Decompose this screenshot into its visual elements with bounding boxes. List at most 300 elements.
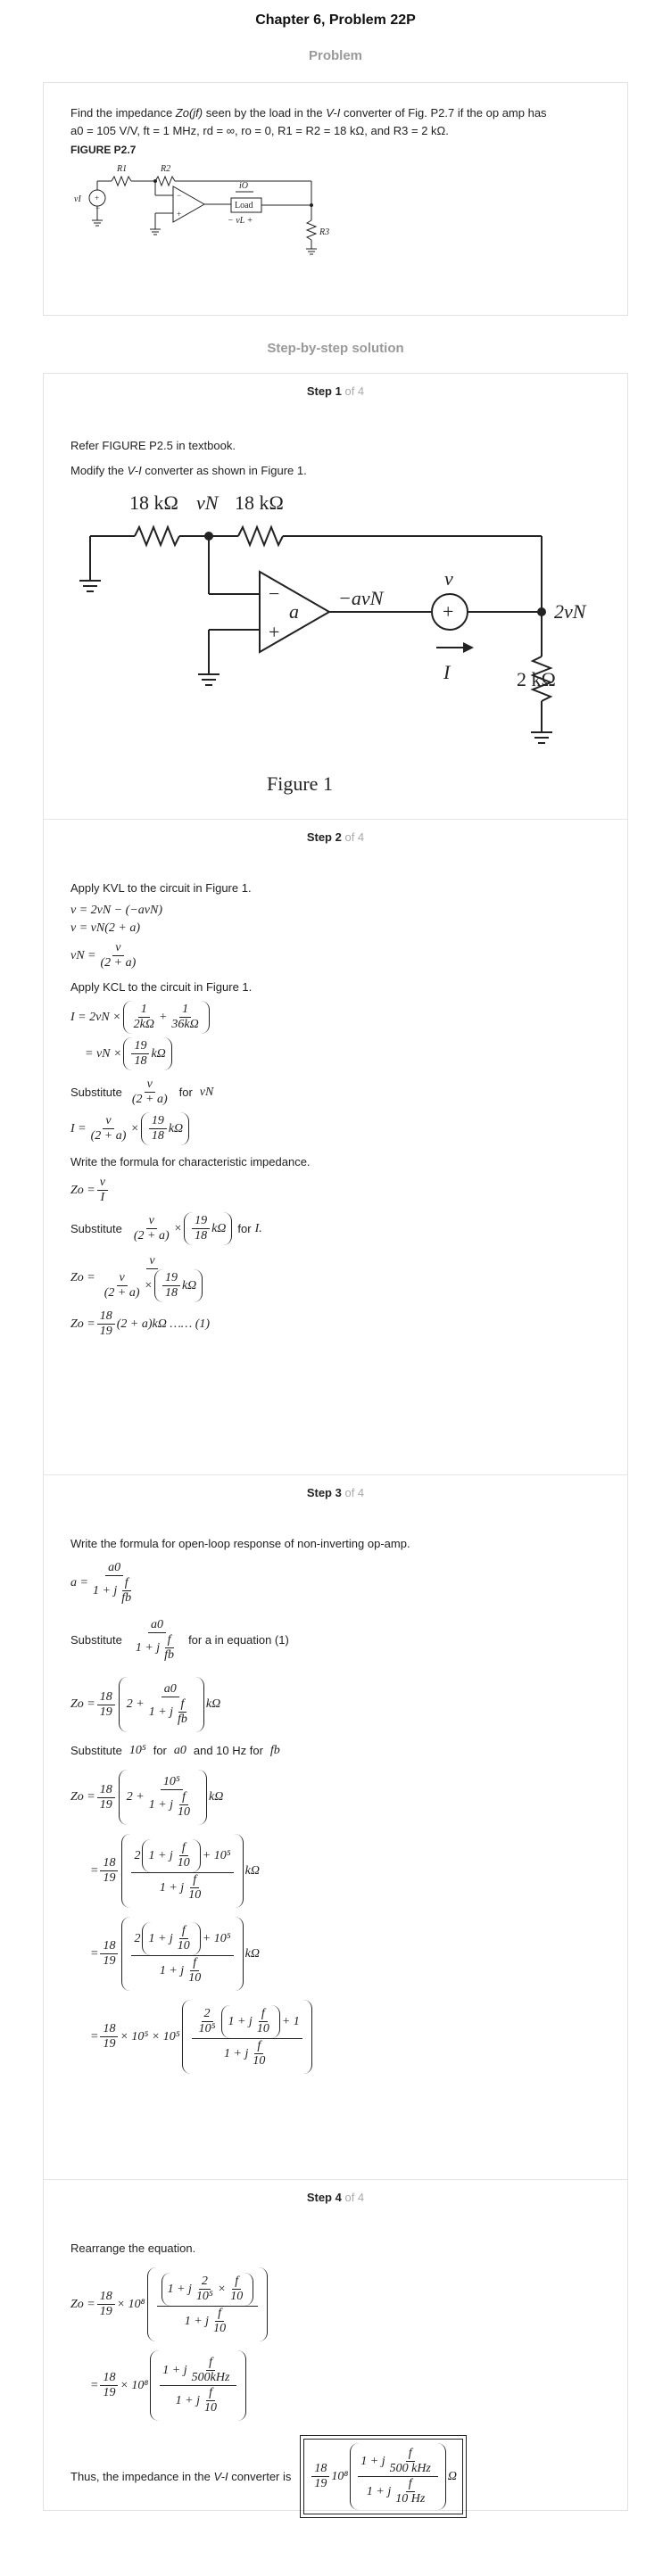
- problem-text-vi: V-I: [326, 106, 341, 120]
- unit: kΩ: [181, 1278, 197, 1292]
- frac-den: 10: [256, 2022, 269, 2035]
- frac-num: 1: [138, 1003, 150, 1018]
- solution-heading: Step-by-step solution: [267, 341, 404, 356]
- fraction: [131, 1214, 172, 1243]
- unit: kΩ: [244, 1946, 260, 1961]
- eq-sign: =: [90, 1863, 99, 1878]
- frac-den: (2 + a): [100, 956, 137, 970]
- frac-den: 10: [188, 1888, 202, 1902]
- paren: [150, 2350, 246, 2421]
- num-rest: + 10⁵: [202, 1931, 231, 1945]
- step2-i-eq: [70, 1112, 601, 1145]
- step4-e2: [70, 2350, 601, 2421]
- final-text-part: converter is: [228, 2469, 292, 2483]
- frac-den: 18: [164, 1286, 178, 1300]
- fig-label-r3: R3: [319, 227, 330, 237]
- frac-num: f: [206, 2356, 215, 2371]
- frac-num: f: [165, 1633, 174, 1648]
- step3-sub2: [70, 1743, 601, 1759]
- den-pre: 1 + j: [135, 1640, 161, 1655]
- final-answer-inner: [303, 2439, 463, 2514]
- value: 10⁵: [128, 1744, 146, 1757]
- frac-num: f: [254, 2039, 263, 2054]
- frac-den: (2 + a): [131, 1093, 168, 1106]
- fig1-label-r-load: 2 kΩ: [517, 668, 556, 690]
- frac-den: 10 Hz: [395, 2492, 426, 2506]
- den-pre: 1 + j: [366, 2484, 392, 2498]
- frac-num: f: [259, 2007, 268, 2022]
- eq-lhs: I =: [70, 1121, 87, 1135]
- step3-zo-eq: [70, 1677, 601, 1732]
- fraction: [146, 1682, 195, 1727]
- step3-a-eq: [70, 1561, 601, 1606]
- num-coef: 2: [134, 1931, 141, 1945]
- frac-num: v: [145, 1077, 155, 1093]
- paren: [121, 1834, 243, 1908]
- frac-den: [157, 1956, 208, 1986]
- fraction: [228, 2275, 245, 2304]
- fig1-label-r-right: 18 kΩ: [235, 491, 284, 514]
- fig1-label-plus: +: [269, 621, 280, 643]
- frac-num: a0: [105, 1561, 123, 1576]
- paren: [123, 1037, 171, 1070]
- problem-text-part: Find the impedance: [70, 106, 176, 120]
- power: × 10⁸: [120, 2378, 149, 2392]
- fig-label-vi: vI: [74, 194, 81, 204]
- eq-lhs: Zo =: [70, 1183, 95, 1197]
- frac-den: [364, 2477, 432, 2506]
- step1-text2: [70, 463, 601, 479]
- step1-text2-part: Modify the: [70, 464, 128, 477]
- text: for: [178, 1085, 193, 1099]
- fraction: [149, 1114, 167, 1144]
- text: for: [153, 1744, 167, 1757]
- fig1-label-i: I: [443, 661, 451, 683]
- frac-num: 2: [199, 2275, 211, 2290]
- page: [43, 11, 628, 2511]
- frac-num: 10⁵: [161, 1775, 183, 1790]
- paren: [119, 1770, 207, 1825]
- fig1-label-v: v: [444, 567, 453, 590]
- final-answer-box: [300, 2435, 467, 2518]
- frac-num: 19: [162, 1271, 180, 1286]
- fraction: [97, 2290, 115, 2319]
- step-of: of 4: [344, 1486, 365, 1499]
- paren: [182, 2000, 312, 2074]
- fraction: [175, 1924, 193, 1953]
- times: ×: [217, 2282, 227, 2296]
- paren: [142, 1839, 200, 1872]
- times: ×: [173, 1221, 183, 1235]
- step2-kcl-eq2: [70, 1037, 601, 1070]
- frac-num: f: [178, 1697, 187, 1713]
- svg-text:−: −: [177, 191, 182, 200]
- step3-sub1: [70, 1618, 601, 1663]
- frac-den: 19: [99, 1705, 112, 1719]
- fraction: [175, 1841, 193, 1870]
- fraction: [102, 1271, 143, 1300]
- frac-den: [173, 2386, 224, 2415]
- fraction: [131, 1922, 233, 1986]
- step-label: Step 1: [306, 384, 342, 398]
- frac-den: 10: [204, 2401, 218, 2415]
- paren: [147, 2267, 269, 2341]
- frac-den: 19: [103, 1954, 116, 1968]
- step-label: Step 3: [306, 1486, 342, 1499]
- paren: [184, 1212, 232, 1245]
- text: for a in equation (1): [188, 1633, 289, 1647]
- step-label: Step 4: [306, 2191, 342, 2204]
- frac-den: 10⁵: [195, 2290, 213, 2303]
- fraction: [131, 1839, 233, 1903]
- fig1-label-node: 2vN: [554, 600, 586, 623]
- problem-text-part: converter of Fig. P2.7 if the op amp has: [340, 106, 547, 120]
- step2-kcl-text: Apply KCL to the circuit in Figure 1.: [70, 980, 253, 994]
- num-rest: + 1: [281, 2014, 300, 2028]
- frac-den: [97, 1269, 208, 1302]
- frac-den: 10: [177, 1856, 190, 1870]
- step1-text2-vi: V-I: [127, 464, 142, 477]
- fraction: [192, 2005, 302, 2068]
- fraction: [311, 2462, 329, 2491]
- step-of: of 4: [344, 384, 365, 398]
- den-pre: 1 + j: [148, 1705, 174, 1719]
- step2-kcl-eq1: [70, 1001, 601, 1034]
- eq-lhs: a =: [70, 1576, 88, 1589]
- times: ×: [130, 1121, 139, 1135]
- plus-sign: +: [158, 1010, 168, 1024]
- text: and 10 Hz for: [193, 1744, 263, 1757]
- fraction: [358, 2447, 438, 2506]
- frac-num: f: [206, 2386, 215, 2401]
- unit: kΩ: [205, 1697, 221, 1711]
- problem-text-part: seen by the load in the: [203, 106, 327, 120]
- step2-sub1: [70, 1077, 601, 1107]
- power: × 10⁸: [116, 2297, 145, 2311]
- paren: [121, 1917, 243, 1991]
- power: 10⁸: [331, 2469, 349, 2483]
- eq-lhs: I = 2vN ×: [70, 1010, 121, 1024]
- step-4: [44, 2180, 627, 2510]
- r3-resistor: [307, 220, 316, 240]
- frac-num: 18: [100, 2022, 118, 2037]
- step-2: [44, 820, 627, 1475]
- den-pre: 1 + j: [184, 2314, 210, 2328]
- frac-den: [90, 1576, 138, 1606]
- frac-den: I: [100, 1191, 105, 1204]
- fraction: [192, 1214, 210, 1243]
- fig-label-vl: − vL +: [228, 216, 253, 226]
- fraction: [189, 2356, 233, 2385]
- frac-num: a0: [148, 1618, 166, 1633]
- frac-num: 18: [100, 1939, 118, 1954]
- unit: kΩ: [211, 1221, 227, 1235]
- frac-num: f: [406, 2447, 415, 2462]
- frac-den: 18: [195, 1229, 208, 1243]
- fraction: [131, 1039, 149, 1069]
- paren: [154, 1269, 203, 1302]
- fig1-label-r-left: 18 kΩ: [129, 491, 178, 514]
- frac-num: 18: [97, 1783, 115, 1798]
- step3-text1: Write the formula for open-loop response of non-inverting op-amp.: [70, 1537, 410, 1550]
- num-coef: 2: [134, 1848, 141, 1862]
- unit: kΩ: [209, 1790, 224, 1804]
- den-pre: 1 + j: [148, 1797, 174, 1812]
- fraction: [162, 1271, 180, 1300]
- fraction: [194, 2275, 216, 2304]
- step2-kvl-eq3: [70, 941, 601, 970]
- fraction: [160, 2356, 236, 2415]
- final-text-part: Thus, the impedance in the: [70, 2469, 214, 2483]
- frac-num: 2: [202, 2007, 213, 2022]
- figure-1: [70, 483, 586, 813]
- frac-den: 500kHz: [191, 2371, 230, 2384]
- var: fb: [269, 1744, 280, 1757]
- num-rest: + 10⁵: [202, 1848, 231, 1862]
- problem-statement: [70, 104, 601, 140]
- frac-den: 19: [103, 1871, 116, 1885]
- fraction: [98, 941, 139, 970]
- frac-num: f: [122, 1576, 131, 1591]
- frac-den: [146, 1790, 197, 1820]
- figure-p27: [70, 158, 329, 274]
- problem-text-zo: Zo(jf): [175, 106, 203, 120]
- frac-num: 19: [192, 1214, 210, 1229]
- fig1-caption: Figure 1: [267, 772, 333, 795]
- frac-num: f: [179, 1924, 188, 1939]
- frac-num: [131, 1839, 233, 1873]
- text: Substitute: [70, 1085, 122, 1099]
- frac-den: 10: [188, 1971, 202, 1985]
- r1-resistor: [112, 177, 131, 186]
- frac-num: 18: [311, 2462, 329, 2477]
- fraction: [157, 2273, 259, 2336]
- fig-label-load: Load: [235, 201, 253, 211]
- problem-heading: Problem: [308, 48, 362, 63]
- page-title: Chapter 6, Problem 22P: [255, 12, 416, 28]
- frac-den: fb: [164, 1648, 175, 1662]
- fraction: [175, 1697, 190, 1727]
- fraction: [97, 1176, 108, 1205]
- frac-den: 2kΩ: [133, 1018, 154, 1031]
- frac-den: 500 kHz: [389, 2462, 431, 2475]
- frac-den: 10: [178, 1805, 191, 1819]
- paren: [162, 2273, 254, 2306]
- eq-lhs: Zo =: [70, 1317, 95, 1331]
- frac-den: 19: [103, 2386, 116, 2399]
- eq-sign: =: [90, 2029, 99, 2043]
- unit: kΩ: [244, 1863, 260, 1878]
- fraction: [254, 2007, 272, 2036]
- frac-den: 36kΩ: [171, 1018, 199, 1031]
- two-plus: 2 +: [126, 1697, 145, 1711]
- paren: [142, 1922, 200, 1955]
- fig1-label-out: −avN: [338, 587, 384, 609]
- fraction: [131, 1003, 157, 1032]
- fraction: [393, 2477, 427, 2506]
- fraction: [97, 1783, 115, 1812]
- step3-e2: [70, 1834, 601, 1908]
- frac-num: [192, 2005, 302, 2039]
- svg-text:+: +: [95, 194, 100, 202]
- fraction: [186, 1873, 203, 1903]
- text: Substitute: [70, 1744, 122, 1757]
- den-pre: 1 + j: [175, 2393, 201, 2407]
- step-of: of 4: [344, 2191, 365, 2204]
- num-pre: 1 + j: [148, 1931, 173, 1945]
- step2-kvl-text: Apply KVL to the circuit in Figure 1.: [70, 881, 252, 895]
- fig-label-r1: R1: [117, 164, 128, 174]
- text: Substitute: [70, 1221, 122, 1235]
- frac-num: f: [179, 1841, 188, 1856]
- frac-den: [146, 1697, 195, 1727]
- problem-text-line2: a0 = 105 V/V, ft = 1 MHz, rd = ∞, ro = 0, R1 = R2 = 18 kΩ, and R3 = 2 kΩ.: [70, 124, 449, 137]
- fraction: [162, 1633, 177, 1663]
- fraction: [100, 1939, 118, 1969]
- eq-lhs: Zo =: [70, 1697, 95, 1711]
- step3-e3: [70, 1917, 601, 1991]
- step-header: [70, 1475, 601, 1504]
- svg-text:−: −: [95, 203, 101, 212]
- fig1-label-a: a: [289, 600, 299, 623]
- frac-den: 10: [230, 2290, 244, 2303]
- frac-num: v: [146, 1214, 157, 1229]
- den-pre: 1 + j: [224, 2046, 249, 2060]
- frac-num: 18: [100, 1856, 118, 1871]
- figure-label: FIGURE P2.7: [70, 144, 137, 156]
- step1-text2-part: converter as shown in Figure 1.: [141, 464, 307, 477]
- paren: [350, 2443, 446, 2510]
- step4-final: [70, 2435, 601, 2518]
- fraction: [119, 1576, 134, 1606]
- eq-lhs: vN =: [70, 948, 96, 962]
- eq-rest: (2 + a)kΩ …… (1): [116, 1317, 211, 1331]
- den-pre: 1 + j: [92, 1583, 118, 1598]
- eq-lhs: Zo =: [70, 1790, 95, 1804]
- step1-text1: Refer FIGURE P2.5 in textbook.: [70, 439, 236, 452]
- frac-num: v: [112, 941, 123, 956]
- step-1: [44, 374, 627, 820]
- frac-num: [131, 1922, 233, 1956]
- fraction: [250, 2039, 268, 2068]
- fraction: [211, 2307, 228, 2336]
- fraction: [97, 1690, 115, 1720]
- frac-den: 19: [103, 2037, 116, 2051]
- fraction: [90, 1561, 138, 1606]
- frac-den: (2 + a): [90, 1129, 127, 1143]
- fraction: [169, 1003, 201, 1032]
- unit: kΩ: [168, 1121, 184, 1135]
- num-pre: 1 + j: [148, 1848, 173, 1862]
- frac-den: [157, 1873, 208, 1903]
- frac-den: (2 + a): [104, 1286, 140, 1300]
- fig1-source-plus: +: [443, 600, 454, 623]
- paren: [119, 1677, 204, 1732]
- frac-num: f: [406, 2477, 415, 2492]
- fraction: [202, 2386, 220, 2415]
- frac-den: (2 + a): [133, 1229, 170, 1243]
- fraction: [100, 1856, 118, 1886]
- num-pre: 1 + j: [162, 2363, 187, 2377]
- step4-e1: [70, 2267, 601, 2341]
- frac-den: 10: [213, 2322, 227, 2335]
- frac-den: [221, 2039, 272, 2068]
- fraction: [186, 1956, 203, 1986]
- eq-sign: =: [90, 1946, 99, 1961]
- text: Substitute: [70, 1633, 122, 1647]
- frac-num: a0: [162, 1682, 179, 1697]
- final-text: [70, 2469, 291, 2485]
- fraction: [129, 1077, 170, 1107]
- den-pre: 1 + j: [159, 1880, 185, 1895]
- fig-label-r2: R2: [161, 164, 171, 174]
- step2-char-text: Write the formula for characteristic impedance.: [70, 1155, 311, 1168]
- frac-num: v: [146, 1254, 157, 1269]
- frac-den: [133, 1633, 181, 1663]
- fraction: [88, 1114, 129, 1144]
- step-of: of 4: [344, 830, 365, 844]
- frac-num: v: [103, 1114, 113, 1129]
- var: I.: [254, 1221, 262, 1235]
- fig-label-io: iO: [239, 181, 248, 191]
- step3-e4: [70, 2000, 601, 2074]
- frac-num: [160, 2356, 236, 2386]
- step-label: Step 2: [306, 830, 342, 844]
- frac-den: 10: [253, 2054, 266, 2068]
- eq-lhs: Zo =: [70, 2297, 95, 2311]
- step2-kvl-eq1: v = 2vN − (−avN): [70, 904, 162, 917]
- frac-num: [358, 2447, 438, 2477]
- fraction: [175, 1790, 193, 1820]
- var: a0: [173, 1744, 186, 1757]
- step2-zo3-eq: [70, 1309, 601, 1339]
- steps-card: [43, 373, 628, 2511]
- pre-factor: × 10⁵ × 10⁵: [120, 2029, 180, 2043]
- paren: [123, 1001, 210, 1034]
- step2-sub2: [70, 1212, 601, 1245]
- fraction: [196, 2007, 219, 2036]
- r-right-resistor: [238, 527, 283, 545]
- paren: [141, 1112, 189, 1145]
- frac-num: f: [190, 1956, 199, 1971]
- step-header: [70, 374, 601, 402]
- step2-zo2-eq: [70, 1254, 601, 1302]
- frac-num: v: [97, 1176, 108, 1191]
- paren: [221, 2005, 279, 2038]
- r-left-resistor: [135, 527, 179, 545]
- frac-num: 18: [97, 1690, 115, 1705]
- fraction: [100, 2371, 118, 2400]
- frac-den: 19: [99, 1325, 112, 1338]
- num-pre: 1 + j: [360, 2454, 385, 2468]
- step2-zo-eq: [70, 1176, 601, 1205]
- fraction: [133, 1618, 181, 1663]
- frac-den: 19: [314, 2477, 327, 2490]
- eq-lhs: = vN ×: [85, 1046, 122, 1061]
- frac-num: 18: [97, 2290, 115, 2305]
- frac-den: 19: [99, 2305, 112, 2318]
- frac-num: 18: [97, 1309, 115, 1325]
- step4-text1: Rearrange the equation.: [70, 2242, 196, 2255]
- frac-den: fb: [121, 1591, 132, 1605]
- fraction: [387, 2447, 434, 2476]
- frac-den: 19: [99, 1797, 112, 1812]
- times: ×: [144, 1278, 153, 1292]
- fraction: [146, 1775, 197, 1820]
- fraction: [100, 2022, 118, 2052]
- frac-num: 1: [179, 1003, 191, 1018]
- r2-resistor: [155, 177, 175, 186]
